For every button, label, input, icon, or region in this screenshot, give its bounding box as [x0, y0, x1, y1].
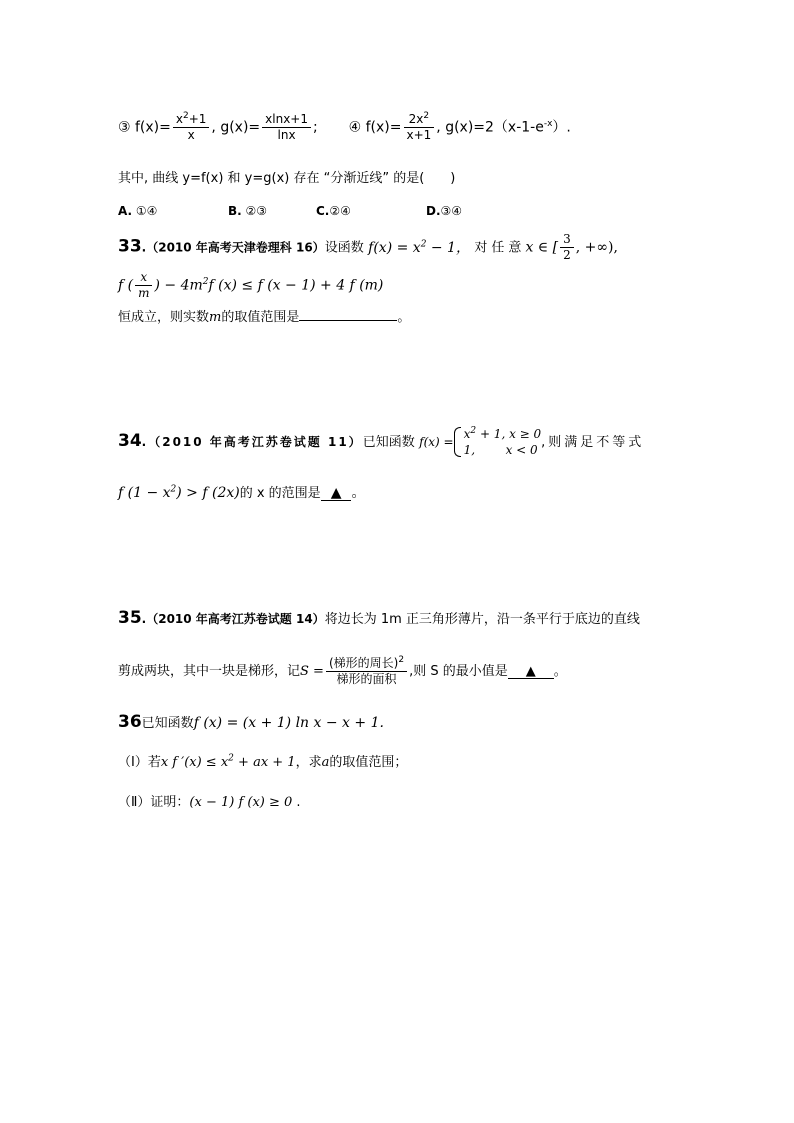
- q34-ineq-exp: 2: [170, 484, 177, 495]
- q32-item3-g-fraction: [262, 112, 311, 143]
- q32-item4-f-exp: 2: [423, 111, 430, 121]
- q36-part1-label: （Ⅰ）若: [118, 755, 161, 770]
- q33-line1: [118, 232, 618, 263]
- q36-line1: [118, 714, 384, 731]
- q34-piecewise: [454, 426, 542, 458]
- q36-lead: 已知函数: [141, 716, 194, 731]
- q32-item3-g-prefix: , g(x)=: [211, 119, 261, 136]
- q34-case2: 1, x < 0: [463, 443, 538, 458]
- q33-tail-end: 。: [397, 310, 411, 325]
- q32-item3-f-den: x: [187, 128, 195, 142]
- q33-number: 33: [118, 236, 142, 257]
- q36-func: f (x) = (x + 1) ln x − x + 1.: [193, 715, 384, 731]
- q36-part1-expr-a: x f ′(x) ≤ x: [160, 755, 229, 770]
- q35-line2-var: S =: [300, 664, 324, 679]
- q35-frac-den: 梯形的面积: [336, 672, 397, 686]
- q32-option-a-label: A.: [118, 204, 133, 218]
- q32-item4-f-fraction: [404, 112, 435, 143]
- q35-frac-num-exp: 2: [398, 655, 405, 665]
- q35-source: .（2010 年高考江苏卷试题 14）: [141, 612, 325, 626]
- q36-part2-label: （Ⅱ）证明：: [118, 795, 190, 810]
- q32-option-c-label: C.: [316, 204, 330, 218]
- q35-number: 35: [118, 608, 142, 628]
- q32-options: [118, 205, 462, 217]
- q34-source: .（2010 年高考江苏卷试题 11）: [141, 435, 363, 450]
- q36-part1: [118, 753, 408, 770]
- q33-answer-blank[interactable]: [299, 308, 397, 321]
- q36-part1-tail-b: 的取值范围；: [329, 755, 408, 770]
- q32-option-d[interactable]: [426, 205, 462, 217]
- q32-item4-g-exp: -x: [543, 118, 553, 129]
- q35-triangle-icon: ▲: [525, 664, 536, 679]
- q33-source: .（2010 年高考天津卷理科 16）: [141, 240, 325, 255]
- q35-line1: [118, 610, 640, 627]
- q33-func-exp: 2: [420, 238, 427, 249]
- q34-tail-a: 的 x 的范围是: [239, 486, 321, 501]
- q35-line2-b: ,则 S 的最小值是: [409, 664, 508, 679]
- q33-func: [368, 240, 470, 256]
- q35-line2: [118, 656, 567, 687]
- q32-items-line: [118, 112, 571, 143]
- q32-item3-f-num: x: [175, 112, 183, 126]
- q32-option-a[interactable]: [118, 205, 228, 217]
- q32-option-d-label: D.: [426, 204, 441, 218]
- q34-number: 34: [118, 431, 142, 452]
- q34-ineq-b: ) > f (2x): [176, 485, 240, 501]
- q33-lead: 设函数: [324, 240, 364, 256]
- q34-triangle-icon: ▲: [330, 485, 342, 501]
- q32-item4-prefix: ④ f(x)=: [348, 119, 402, 136]
- q32-item4-f-num: 2x: [408, 112, 424, 126]
- q35-frac-num: (梯形的周长): [328, 656, 399, 670]
- q35-line1-text: 将边长为 1m 正三角形薄片，沿一条平行于底边的直线: [324, 612, 640, 627]
- q36-part1-expr: [161, 755, 296, 770]
- q32-item3-g-num: xlnx+1: [262, 112, 311, 128]
- q32-option-c[interactable]: [316, 205, 426, 217]
- q36-part2-end: .: [292, 795, 301, 810]
- q33-ineq-mid-exp: 2: [202, 276, 209, 287]
- q33-ineq-frac-num: x: [135, 270, 152, 286]
- q34-case1-text: x: [463, 427, 471, 441]
- q33-cond-fraction: [560, 232, 574, 263]
- q32-option-c-text: ②④: [329, 204, 351, 218]
- q33-inequality: [118, 270, 383, 301]
- q34-func-lhs: f(x) =: [419, 435, 454, 450]
- q34-ineq-a: f (1 − x: [118, 485, 171, 501]
- q33-tail-a: 恒成立，则实数: [118, 310, 210, 325]
- q36-number: 36: [118, 712, 142, 732]
- q33-ineq-mid: ) − 4m: [154, 277, 203, 294]
- q33-func-rest: − 1，: [426, 239, 470, 256]
- q36-part2: [118, 796, 301, 809]
- q33-ineq-frac-den: m: [138, 286, 150, 300]
- q32-item3-f-exp: 2: [182, 111, 189, 121]
- q33-tail: [118, 308, 410, 324]
- q32-item4-f-den: x+1: [406, 128, 432, 142]
- q36-part1-tail-a: ，求: [295, 755, 322, 770]
- q33-tail-b: 的取值范围是: [221, 310, 300, 325]
- q33-cond-var: x ∈ [: [525, 239, 559, 256]
- q33-ineq-fraction: [135, 270, 152, 301]
- q35-line2-a: 剪成两块，其中一块是梯形，记: [118, 664, 301, 679]
- q33-func-text: f(x) = x: [368, 239, 421, 256]
- q34-line1: [118, 426, 644, 458]
- q35-tail-end: 。: [553, 664, 567, 679]
- q34-answer-blank[interactable]: [321, 486, 352, 501]
- q32-option-a-text: ①④: [135, 204, 158, 218]
- q34-ineq: [118, 485, 240, 501]
- q33-ineq-f: f (: [118, 277, 134, 294]
- q32-item3-g-den: lnx: [277, 128, 296, 142]
- q32-option-b-text: ②③: [245, 204, 268, 218]
- q33-cond-text: 对任意: [474, 240, 526, 256]
- q32-item4-end: ）.: [552, 119, 571, 136]
- q34-after: ,则满足不等式: [541, 435, 645, 451]
- q36-part1-expr-exp: 2: [228, 753, 234, 764]
- q33-tail-var: m: [209, 310, 222, 325]
- q34-line2: [118, 486, 365, 501]
- q32-option-b-label: B.: [228, 204, 242, 218]
- q35-fraction: [326, 656, 407, 687]
- q32-item4-g-prefix: , g(x)=2（x-1-e: [436, 119, 544, 136]
- q32-option-d-text: ③④: [440, 204, 463, 218]
- q35-answer-blank[interactable]: [508, 665, 554, 679]
- q32-item3-end: ;: [313, 119, 318, 136]
- q34-lead: 已知函数: [362, 435, 415, 451]
- q33-ineq-rest: f (x) ≤ f (x − 1) + 4 f (m): [208, 277, 384, 294]
- q32-item3-f-fraction: [173, 112, 210, 143]
- q32-stem: 其中, 曲线 y=f(x) 和 y=g(x) 存在 “分渐近线” 的是( ): [118, 171, 456, 186]
- q34-case1: [464, 426, 542, 442]
- q34-tail-end: 。: [351, 485, 366, 501]
- q32-item3-prefix: ③ f(x)=: [118, 119, 171, 136]
- q36-part1-expr-b: + ax + 1: [233, 755, 296, 770]
- q32-item3-f-num-rest: +1: [188, 112, 207, 126]
- q33-cond-end: , +∞),: [575, 239, 618, 256]
- q32-option-b[interactable]: [228, 205, 316, 217]
- q33-cond-frac-num: 3: [560, 232, 574, 248]
- q36-part2-expr: (x − 1) f (x) ≥ 0: [189, 795, 293, 810]
- q34-case1-exp: 2: [470, 426, 477, 436]
- q34-case1-rest: + 1, x ≥ 0: [476, 427, 542, 441]
- q36-part1-var: a: [321, 755, 330, 770]
- q33-cond-frac-den: 2: [563, 248, 571, 262]
